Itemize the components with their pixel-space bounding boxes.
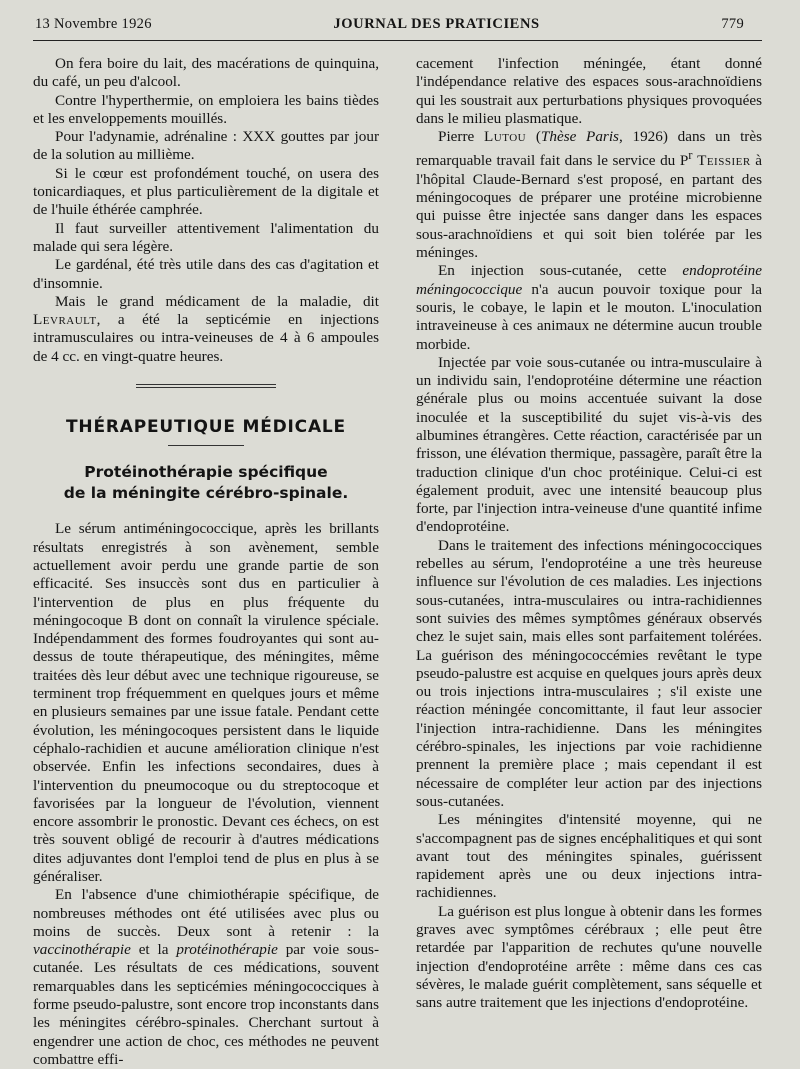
superscript: r (688, 148, 693, 163)
right-column (416, 55, 762, 1069)
emphasis: vaccinothérapie (33, 941, 131, 959)
article-title-line: de la méningite cérébro-spinale. (63, 484, 349, 503)
paragraph: Pour l'adynamie, adrénaline : XXX gouttes par jour de la solution au millième. (33, 128, 379, 164)
issue-date: 13 Novembre 1926 (35, 16, 152, 32)
page-number: 779 (721, 16, 744, 32)
paragraph: Le sérum antiméningococcique, après les brillants résultats enregistrés à son avènement, semble actuellement avoir perdu une grande partie de son efficacité. Ses insuccès sont dus en particulier à l'intervention de plus en plus fréquente du méningocoque B dont on connaît la virulence spéciale. Indépendamment des formes foudroyantes qui sont au-dessus de toute thérapeutique, des méningites, même traitées dès leur début avec une technique rigoureuse, se terminent trop fréquemment en quelques jours et même en plusieurs semaines par une issue fatale. Pendant cette évolution, les méningocoques persistent dans le liquide céphalo-rachidien et aucune amélioration clinique n'est observée. Enfin les infections secondaires, dues à l'intervention du pneumocoque ou du streptocoque et favorisées par la longueur de l'évolution, viennent encore assombrir le pronostic. Devant ces échecs, on est très souvent obligé de recourir à d'autres médications dites adjuvantes dont l'emploi tend de plus en plus à se généraliser. (33, 520, 379, 885)
text-run: Mais le grand médicament de la maladie, dit (55, 292, 379, 310)
title-rule (168, 445, 244, 446)
paragraph: Injectée par voie sous-cutanée ou intra-musculaire à un individu sain, l'endoprotéine détermine une réaction générale plus ou moins accentuée suivant la dose inoculée et la susceptibilité du sujet vis-à-vis des albumines étrangères. Cette réaction, caractérisée par un frisson, une élévation thermique, passagère, paraît être la traduction clinique d'un choc protéinique. Celui-ci est également produit, avec une intensité beaucoup plus forte, par l'injection intra-veineuse d'une quantité infime d'endoprotéine. (416, 353, 762, 536)
text-run: , a été la septicémie en injections intramusculaires ou intra-veineuses de 4 à 6 ampoules de 4 cc. en vingt-quatre heures. (33, 311, 379, 365)
text-run: ( (526, 128, 541, 146)
paragraph-continuation: cacement l'infection méningée, étant donné l'indépendance relative des espaces sous-arachnoïdiens qui les soustrait aux perturbations physiques provoquées dans le milieu plasmatique. (416, 55, 762, 127)
paragraph: Contre l'hyperthermie, on emploiera les bains tièdes et les enveloppements mouillés. (33, 91, 379, 127)
paragraph: Si le cœur est profondément touché, on usera des tonicardiaques, et plus particulièrement de la digitale et de l'huile éthérée camphrée. (33, 164, 379, 219)
paragraph: Le gardénal, été très utile dans des cas d'agitation et d'insomnie. (33, 256, 379, 292)
emphasis: protéinothérapie (176, 941, 278, 959)
article-title-line: Protéinothérapie spécifique (84, 463, 328, 482)
paragraph (416, 262, 762, 353)
text-run: En l'absence d'une chimiothérapie spécifique, de nombreuses méthodes ont été utilisées avec plus ou moins de succès. Deux sont à retenir : la (33, 886, 379, 940)
text-run: à l'hôpital Claude-Bernard s'est proposé, en partant des méningocoques de préparer une protéine microbienne qui puisse être injectée sans danger dans les espaces sous-arachnoïdiens et qui soit bien tolérée par les méninges. (416, 152, 762, 262)
paragraph (416, 128, 762, 262)
emphasis: endoprotéine méningococcique (416, 262, 762, 298)
emphasis: Thèse Paris (540, 128, 619, 146)
text-run: par voie sous-cutanée. Les résultats de ces médications, souvent remarquables dans les septicémies méningococciques à forme pseudo-palustre, sont encore trop inconstants dans les méningites cérébro-spinales. Cherchant surtout à engendrer une action de choc, ces méthodes ne peuvent combattre effi- (33, 941, 380, 1068)
article-title (33, 462, 379, 504)
running-head (33, 16, 762, 33)
text-run: , 1926) dans un très remarquable travail fait dans le service du P (416, 128, 763, 170)
paragraph (33, 886, 379, 1069)
two-column-body (33, 55, 762, 1069)
section-separator (136, 384, 276, 388)
text-run: Pierre (438, 128, 484, 146)
paragraph: La guérison est plus longue à obtenir dans les formes graves avec symptômes cérébraux ; elle peut être retardée par l'apparition de rechutes qu'une nouvelle injection d'endoprotéine arrête : même dans ces cas sévères, le malade guérit complètement, sans séquelle et sans autre traitement que les injections d'endoprotéine. (416, 902, 762, 1012)
paragraph: Dans le traitement des infections méningococciques rebelles au sérum, l'endoprotéine a une très heureuse influence sur l'évolution de ces maladies. Les injections sous-cutanées, intra-musculaires ou intra-rachidiennes sont suivies des mêmes symptômes généraux observés chez le sujet sain, mais elles sont parfaitement tolérées. La guérison des méningococcémies revêtant le type pseudo-palustre est acquise en quelques jours après deux ou trois injections intra-musculaires ; s'il existe une réaction méningée concomittante, il faut leur associer l'injection intra-rachidienne. Dans les méningites cérébro-spinales, les injections par voie rachidienne prennent la première place ; mais cependant il est nécessaire de compléter leur action par des injections sous-cutanées. (416, 536, 762, 810)
paragraph: Les méningites d'intensité moyenne, qui ne s'accompagnent pas de signes encéphalitiques et qui sont avant tout des méningites spinales, guérissent rapidement après une ou deux injections intra-rachidiennes. (416, 811, 762, 902)
author-name: Teissier (697, 152, 751, 170)
text-run: et la (130, 941, 177, 959)
journal-title: JOURNAL DES PRATICIENS (333, 16, 540, 32)
paragraph: On fera boire du lait, des macérations de quinquina, du café, un peu d'alcool. (33, 55, 379, 91)
paragraph (33, 293, 379, 366)
header-rule (33, 40, 762, 41)
author-name: Levrault (33, 311, 97, 329)
author-name: Lutou (483, 128, 527, 146)
text-run: En injection sous-cutanée, cette (438, 262, 683, 280)
paragraph: Il faut surveiller attentivement l'alimentation du malade qui sera légère. (33, 219, 379, 255)
section-title: THÉRAPEUTIQUE MÉDICALE (66, 417, 346, 438)
text-run: n'a aucun pouvoir toxique pour la souris, le cobaye, le lapin et le mouton. L'inoculation intraveineuse à ces animaux ne détermine aucun trouble morbide. (416, 280, 762, 353)
left-column (33, 55, 379, 1069)
